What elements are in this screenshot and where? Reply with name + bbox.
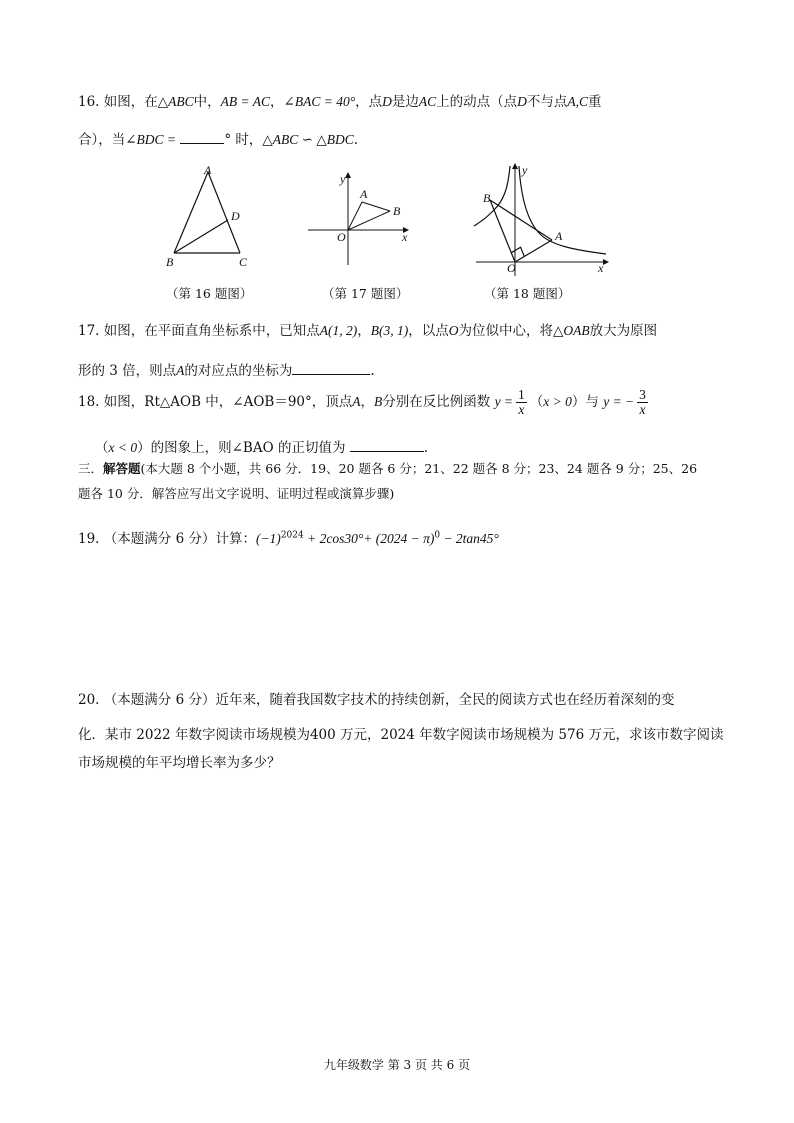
label-B: B: [166, 255, 174, 269]
label-A: A: [360, 187, 368, 201]
figure-16: [160, 160, 260, 275]
segment-AB: [362, 202, 390, 211]
label-C: C: [239, 255, 248, 269]
question-18-line-2: （x < 0）的图象上，则∠BAO 的正切值为 .: [95, 436, 428, 456]
label-D: D: [231, 209, 240, 223]
page-footer: 九年级数学 第 3 页 共 6 页: [323, 1058, 471, 1072]
section-3-header-line-1: 三．解答题(本大题 8 个小题，共 66 分．19、20 题各 6 分；21、22 题各 8 分；23、24 题各 9 分；25、26: [78, 461, 698, 476]
fraction-1-over-x: $\frac{1}{x}$: [518, 387, 525, 418]
right-angle-mark: [511, 247, 524, 256]
label-y: y: [522, 163, 528, 177]
label-x: x: [402, 230, 408, 244]
side-AB: [174, 172, 208, 253]
segment-OA: [348, 202, 362, 230]
question-20-line-1: 20. （本题满分 6 分）近年来，随着我国数字技术的持续创新，全民的阅读方式也在经历着深刻的变: [78, 692, 675, 708]
figure-18: [472, 158, 612, 278]
figure-17: [300, 165, 420, 270]
answer-blank-16[interactable]: [180, 129, 224, 144]
question-19: 19. （本题满分 6 分）计算：$(-1)^{2024} + 2\cos 30^\circ+ (2024 - \pi)^0 - 2\tan 45^\circ$: [78, 530, 499, 547]
label-x: x: [598, 261, 604, 275]
fraction-3-over-x: $\frac{3}{x}$: [639, 387, 646, 418]
caption-fig16: （第 16 题图）: [166, 286, 253, 301]
question-17-line-2: 形的 3 倍，则点A的对应点的坐标为 .: [78, 359, 375, 379]
question-17-line-1: 17. 如图，在平面直角坐标系中，已知点A(1, 2)，B(3, 1)，以点O为位似中心，将△OAB放大为原图: [78, 323, 658, 339]
curve-y-1-over-x: [519, 166, 606, 254]
question-16-line-2: 合），当∠BDC = ° 时，△ABC ∽ △BDC.: [78, 128, 358, 148]
question-20-line-2: 化．某市 2022 年数字阅读市场规模为400 万元，2024 年数字阅读市场规模为 576 万元，求该市数字阅读: [78, 727, 724, 743]
curve-y-neg-3-over-x: [474, 166, 510, 226]
label-A: A: [555, 229, 563, 243]
segment-OB: [490, 200, 515, 262]
segment-BD: [174, 220, 228, 253]
question-18-line-1: 18. 如图，Rt△AOB 中，∠AOB＝90°，顶点A，B分别在反比例函数 y = $\frac{1}{x}$ （x > 0）与 y = − $\frac{3}{x}$: [78, 387, 646, 418]
question-20-line-3: 市场规模的年平均增长率为多少？: [78, 755, 281, 771]
label-O: O: [337, 230, 346, 244]
label-B: B: [483, 191, 491, 205]
segment-AB: [490, 200, 552, 240]
segment-OA: [515, 240, 552, 262]
answer-blank-17[interactable]: [292, 360, 370, 375]
caption-fig17: （第 17 题图）: [322, 286, 409, 301]
answer-blank-18[interactable]: [350, 437, 424, 452]
question-16-line-1: 16. 如图，在△ABC中，AB = AC，∠BAC = 40°，点D是边AC上的动点（点D不与点A,C重: [78, 94, 602, 110]
label-B: B: [393, 204, 401, 218]
caption-fig18: （第 18 题图）: [484, 286, 571, 301]
section-3-header-line-2: 题各 10 分．解答应写出文字说明、证明过程或演算步骤): [78, 486, 395, 501]
label-y: y: [340, 172, 346, 186]
label-O: O: [507, 261, 516, 275]
segment-OB: [348, 211, 390, 230]
label-A: A: [204, 163, 212, 177]
